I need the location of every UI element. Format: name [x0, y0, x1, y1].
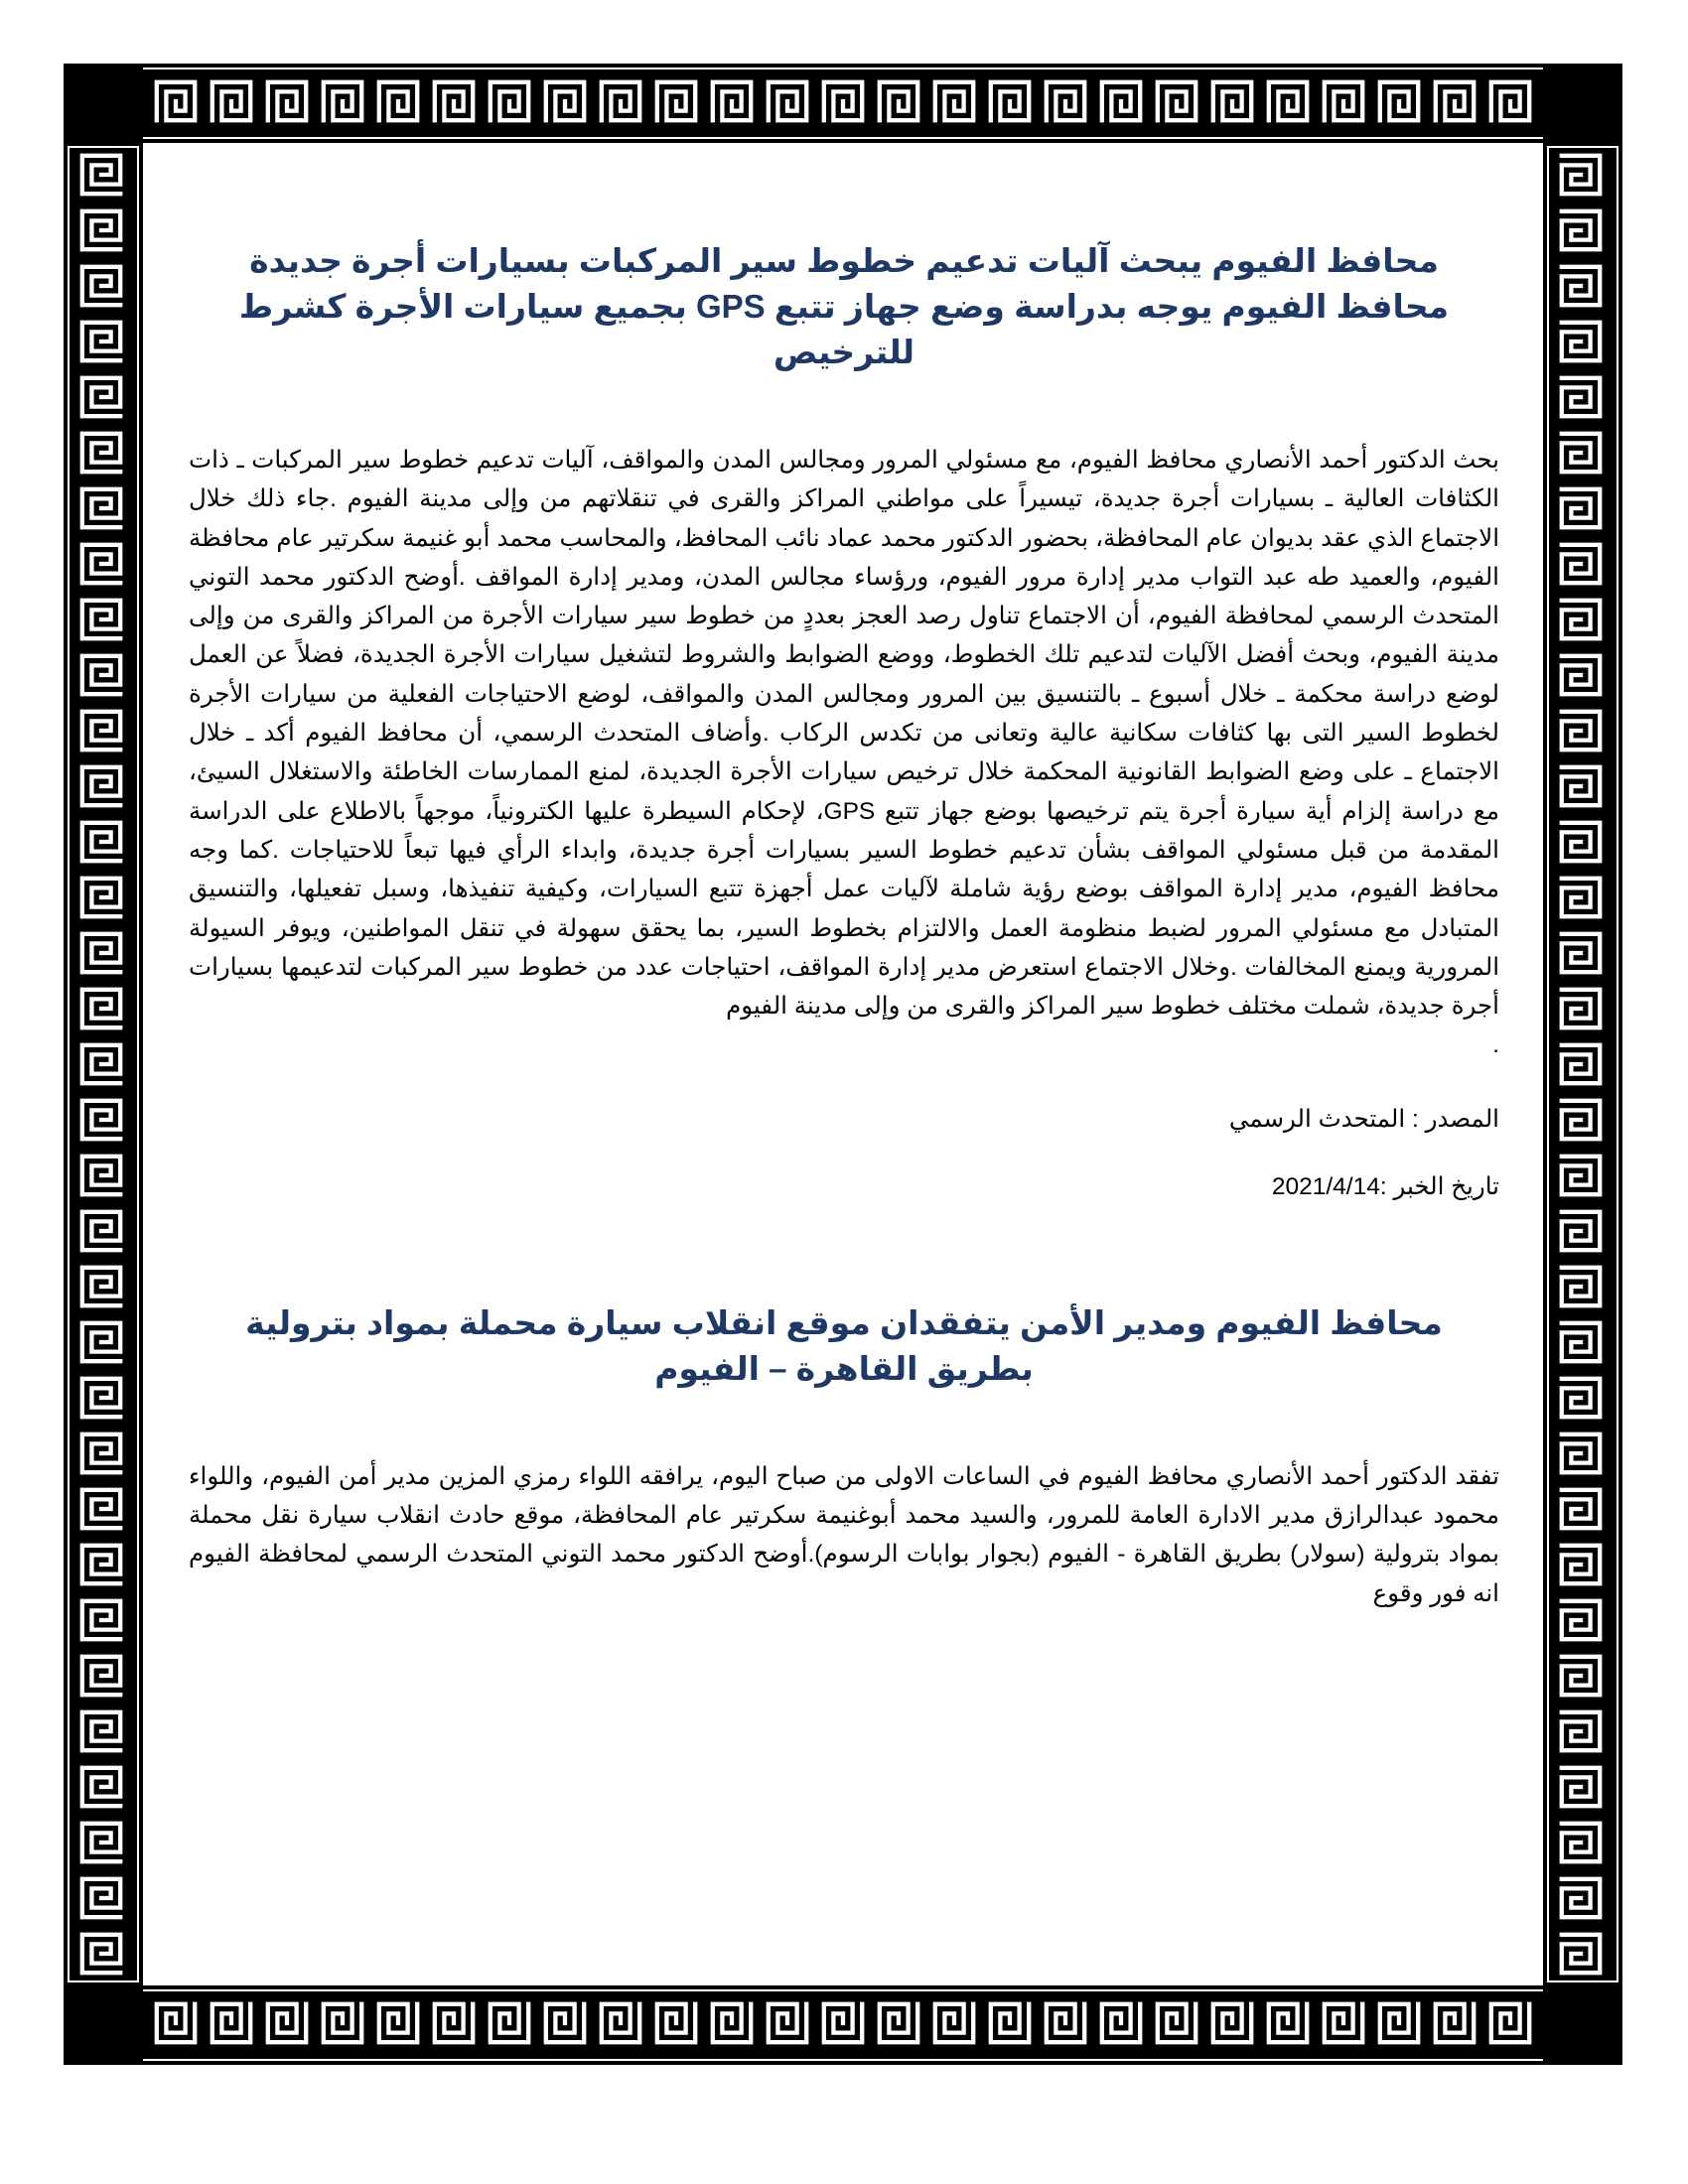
article-2-body: تفقد الدكتور أحمد الأنصاري محافظ الفيوم في الساعات الاولى من صباح اليوم، يرافقه اللواء رمزي المزين مدير أمن الفيوم، واللواء محمود عبدالرازق مدير الادارة العامة للمرور، والسيد محمد أبوغنيمة سكرتير عام المحافظة، موقع حادث انقلاب سيارة نقل محملة بمواد بترولية (سولار) بطريق القاهرة - الفيوم (بجوار بوابات الرسوم).أوضح الدكتور محمد التوني المتحدث الرسمي لمحافظة الفيوم انه فور وقوع [189, 1462, 1499, 1607]
article-1-body: بحث الدكتور أحمد الأنصاري محافظ الفيوم، مع مسئولي المرور ومجالس المدن والمواقف، آليات تدعيم خطوط سير المركبات ـ ذات الكثافات العالية ـ بسيارات أجرة جديدة، تيسيراً على مواطني المراكز والقرى في تنقلاتهم من وإلى مدينة الفيوم .جاء ذلك خلال الاجتماع الذي عقد بديوان عام المحافظة، بحضور الدكتور محمد عماد نائب المحافظ، والمحاسب محمد أبو غنيمة سكرتير عام محافظة الفيوم، والعميد طه عبد التواب مدير إدارة مرور الفيوم، ورؤساء مجالس المدن، ومدير إدارة المواقف .أوضح الدكتور محمد التوني المتحدث الرسمي لمحافظة الفيوم، أن الاجتماع تناول رصد العجز بعددٍ من خطوط سير سيارات الأجرة من المراكز والقرى من وإلى مدينة الفيوم، وبحث أفضل الآليات لتدعيم تلك الخطوط، ووضع الضوابط والشروط لتشغيل سيارات الأجرة الجديدة، فضلاً عن العمل لوضع دراسة محكمة ـ خلال أسبوع ـ بالتنسيق بين المرور ومجالس المدن والمواقف، لوضع الاحتياجات الفعلية من سيارات الأجرة لخطوط السير التى بها كثافات سكانية عالية وتعانى من تكدس الركاب .وأضاف المتحدث الرسمي، أن محافظ الفيوم أكد ـ خلال الاجتماع ـ على وضع الضوابط القانونية المحكمة خلال ترخيص سيارات الأجرة الجديدة، لمنع الممارسات الخاطئة والاستغلال السيئ، مع دراسة إلزام أية سيارة أجرة يتم ترخيصها بوضع جهاز تتبع GPS، لإحكام السيطرة عليها الكترونياً، موجهاً بالاطلاع على الدراسة المقدمة من قبل مسئولي المواقف بشأن تدعيم خطوط السير بسيارات أجرة جديدة، وابداء الرأي فيها تبعاً للاحتياجات .كما وجه محافظ الفيوم، مدير إدارة المواقف بوضع رؤية شاملة لآليات عمل أجهزة تتبع السيارات، وكيفية تنفيذها، وسبل تفعيلها، والتنسيق المتبادل مع مسئولي المرور لضبط منظومة العمل والالتزام بخطوط السير، بما يحقق سهولة في تنقل المواطنين، ويوفر السيولة المرورية ويمنع المخالفات .وخلال الاجتماع استعرض مدير إدارة المواقف، احتياجات عدد من خطوط سير المركبات لتدعيمها بسيارات أجرة جديدة، شملت مختلف خطوط سير المراكز والقرى من وإلى مدينة الفيوم [189, 447, 1500, 1021]
article-2 [189, 1300, 1499, 1613]
article-1-trailing-dot: . [1492, 1031, 1499, 1059]
article-2-headline-line-2: بطريق القاهرة – الفيوم [654, 1349, 1034, 1387]
article-2-headline-line-1: محافظ الفيوم ومدير الأمن يتفقدان موقع انقلاب سيارة محملة بمواد بترولية [245, 1303, 1443, 1341]
article-1-date-label: تاريخ الخبر : [1379, 1172, 1499, 1200]
article-1-headline-line-2: محافظ الفيوم يوجه بدراسة وضع جهاز تتبع GPS بجميع سيارات الأجرة كشرط للترخيص [238, 288, 1450, 370]
article-1-headline [189, 238, 1499, 375]
greek-key-border-top [64, 64, 1622, 143]
article-1 [189, 238, 1499, 1207]
article-1-date-value: 2021/4/14 [1271, 1172, 1380, 1200]
document-content [189, 238, 1499, 1966]
article-1-source: المصدر : المتحدث الرسمي [1228, 1105, 1499, 1133]
article-1-date [189, 1167, 1499, 1207]
article-1-headline-line-1: محافظ الفيوم يبحث آليات تدعيم خطوط سير المركبات بسيارات أجرة جديدة [249, 242, 1439, 279]
greek-key-border-bottom [64, 1985, 1622, 2065]
greek-key-border-right [1543, 64, 1622, 2065]
article-2-headline [189, 1300, 1499, 1392]
greek-key-border-left [64, 64, 143, 2065]
